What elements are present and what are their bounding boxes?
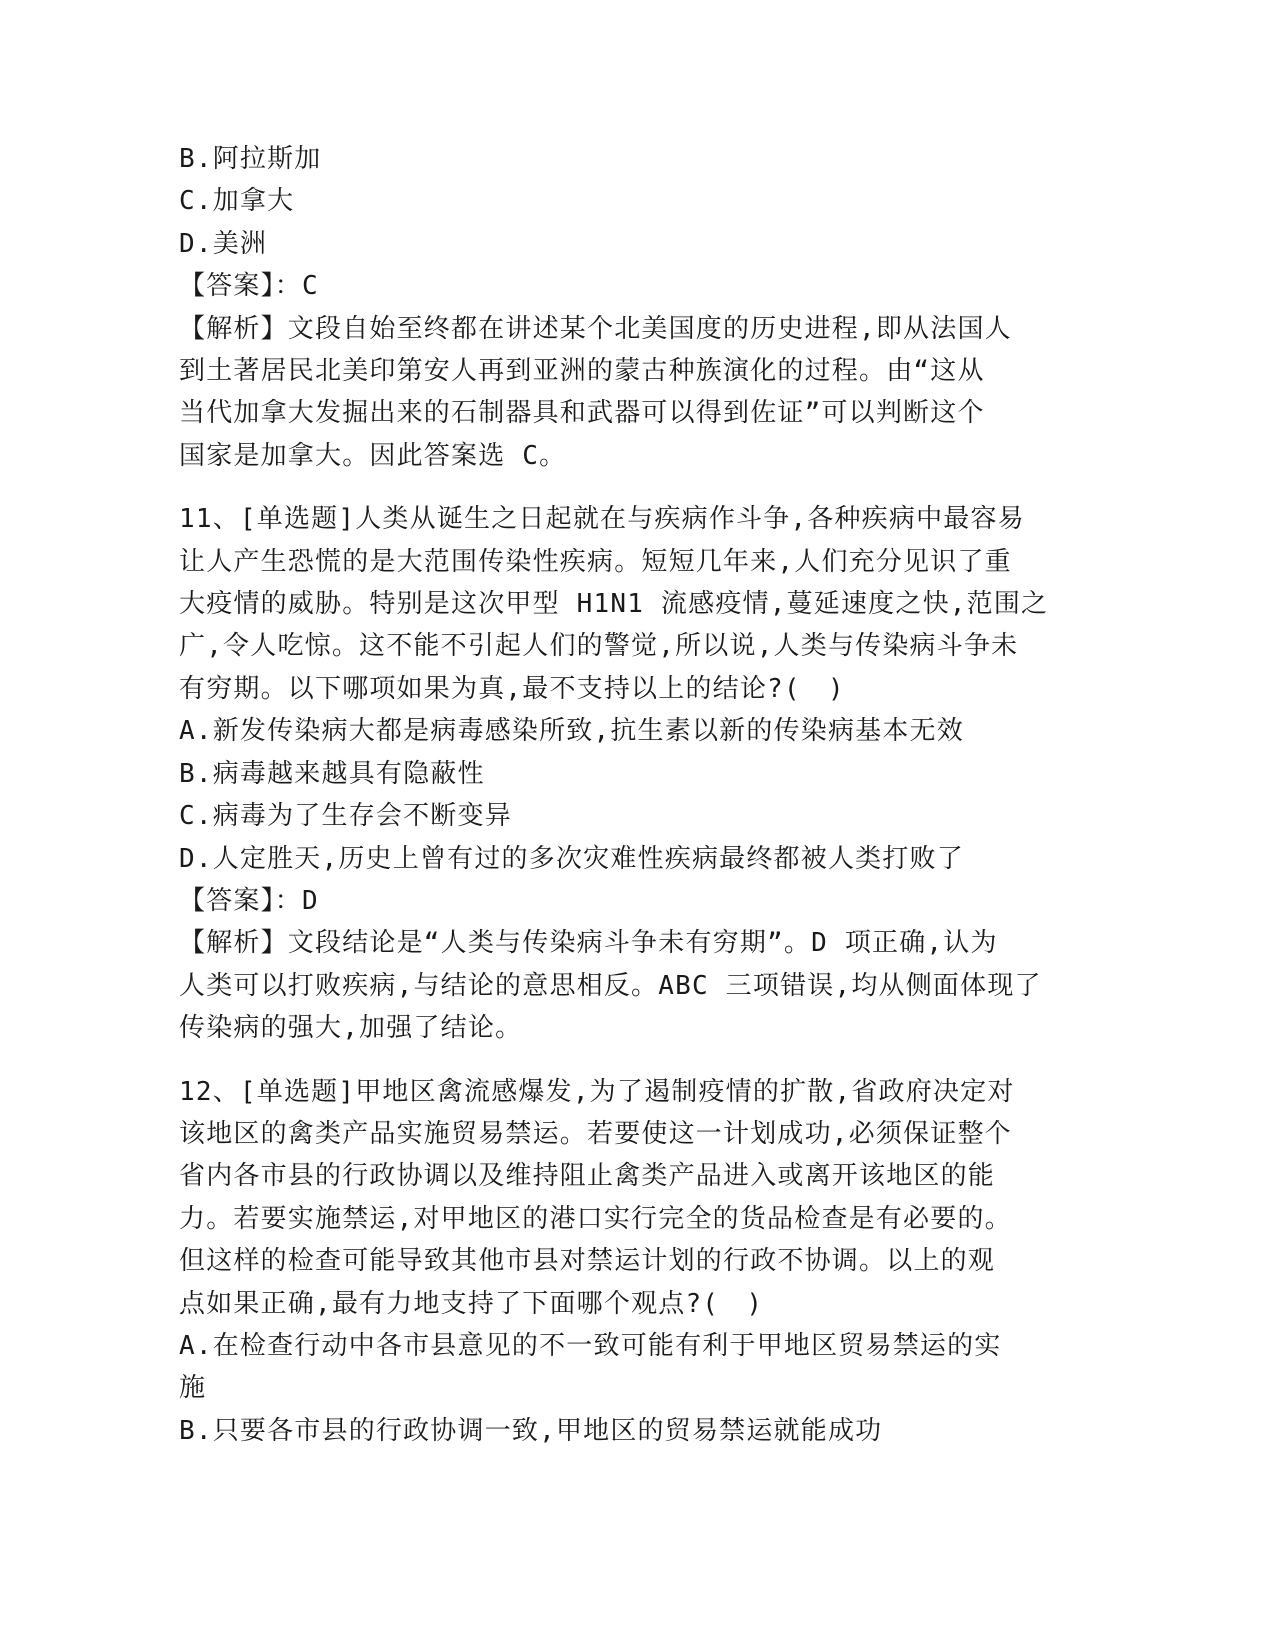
option-b: B.病毒越来越具有隐蔽性: [179, 758, 485, 789]
option-d: D.美洲: [179, 228, 268, 259]
analysis-line: 到土著居民北美印第安人再到亚洲的蒙古种族演化的过程。由“这从: [179, 356, 985, 387]
option-c: C.病毒为了生存会不断变异: [179, 801, 512, 832]
analysis-line: 【解析】文段自始至终都在讲述某个北美国度的历史进程,即从法国人: [179, 313, 1012, 344]
document-page: [179, 138, 1049, 1452]
stem-line: 11、[单选题]人类从诞生之日起就在与疾病作斗争,各种疾病中最容易: [179, 504, 1025, 535]
analysis-line: 传染病的强大,加强了结论。: [179, 1013, 523, 1044]
analysis-paragraph: [179, 922, 1042, 1049]
stem-line: 广,令人吃惊。这不能不引起人们的警觉,所以说,人类与传染病斗争未: [179, 631, 1019, 662]
stem-line: 该地区的禽类产品实施贸易禁运。若要使这一计划成功,必须保证整个: [179, 1118, 1012, 1149]
stem-line: 力。若要实施禁运,对甲地区的港口实行完全的货品检查是有必要的。: [179, 1203, 1012, 1234]
stem-line: 省内各市县的行政协调以及维持阻止禽类产品进入或离开该地区的能: [179, 1161, 996, 1192]
answer-line: 【答案】：C: [179, 271, 319, 302]
option-a: A.在检查行动中各市县意见的不一致可能有利于甲地区贸易禁运的实: [179, 1330, 1002, 1361]
question-10: [179, 138, 1039, 477]
stem-line: 但这样的检查可能导致其他市县对禁运计划的行政不协调。以上的观: [179, 1246, 996, 1277]
option-a-continued: 施: [179, 1373, 207, 1404]
option-a: A.新发传染病大都是病毒感染所致,抗生素以新的传染病基本无效: [179, 716, 964, 747]
stem-line: 有穷期。以下哪项如果为真,最不支持以上的结论?( ): [179, 673, 845, 704]
option-b: B.阿拉斯加: [179, 144, 322, 174]
analysis-paragraph: [179, 308, 1039, 478]
analysis-line: 【解析】文段结论是“人类与传染病斗争未有穷期”。D 项正确,认为: [179, 928, 998, 959]
stem-line: 让人产生恐慌的是大范围传染性疾病。短短几年来,人们充分见识了重: [179, 546, 1012, 577]
answer-line: 【答案】：D: [179, 885, 319, 916]
stem-line: 点如果正确,最有力地支持了下面哪个观点?( ): [179, 1288, 764, 1319]
question-12: [179, 1071, 1039, 1453]
question-stem: [179, 498, 1049, 710]
analysis-line: 人类可以打败疾病,与结论的意思相反。ABC 三项错误,均从侧面体现了: [179, 970, 1042, 1001]
spacer: [179, 477, 1039, 498]
question-11: [179, 498, 1049, 1049]
stem-line: 12、[单选题]甲地区禽流感爆发,为了遏制疫情的扩散,省政府决定对: [179, 1076, 1015, 1107]
option-c: C.加拿大: [179, 186, 295, 217]
analysis-line: 国家是加拿大。因此答案选 C。: [179, 440, 567, 471]
option-b: B.只要各市县的行政协调一致,甲地区的贸易禁运就能成功: [179, 1415, 883, 1446]
question-stem: [179, 1071, 1039, 1325]
spacer: [179, 1050, 1039, 1071]
stem-line: 大疫情的威胁。特别是这次甲型 H1N1 流感疫情,蔓延速度之快,范围之: [179, 589, 1049, 620]
analysis-line: 当代加拿大发掘出来的石制器具和武器可以得到佐证”可以判断这个: [179, 398, 985, 429]
option-d: D.人定胜天,历史上曾有过的多次灾难性疾病最终都被人类打败了: [179, 843, 964, 874]
